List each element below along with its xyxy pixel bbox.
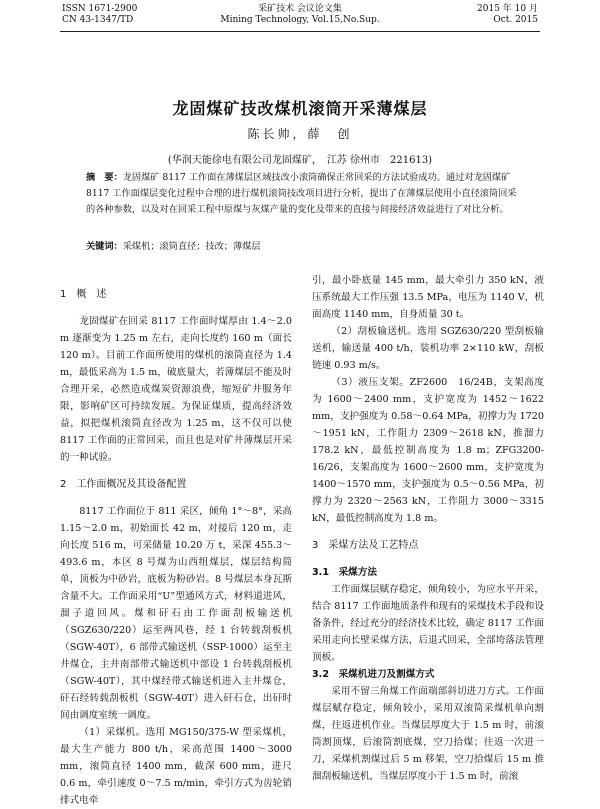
abstract [86, 170, 522, 218]
section-1-heading: 1 概 述 [60, 289, 107, 300]
paper-affiliation: (华润天能徐电有限公司龙固煤矿， 江苏 徐州市 221613) [167, 155, 433, 166]
header-right [477, 4, 538, 26]
journal-name-cn: 采矿技术 会议论文集 [258, 4, 342, 14]
date-cn: 2015 年 10 月 [477, 4, 538, 14]
section-3-heading: 3 采煤方法及工艺特点 [312, 540, 419, 551]
abstract-label: 摘 要： [86, 172, 123, 183]
left-column [60, 282, 292, 809]
paper-authors: 陈长帅，薛 创 [247, 127, 353, 141]
subsection-3-2-paragraph: 采用不留三角煤工作面端部斜切进刀方式。工作面煤层赋存稳定，倾角较小，采用双滚筒采煤机单向割煤，往返进机作业。当煤层厚度大于 1.5 m 时，前滚筒割顶煤，后滚筒割底煤，空刀拾煤；往返一次进一刀，采煤机割煤过后 5 m 移架，空刀拾煤后 15 m 推溜刮板输送机，当煤层厚度小于 1.5 m 时，前滚 [312, 686, 544, 782]
keywords-text: 采煤机；滚筒直径；技改；薄煤层 [122, 241, 261, 252]
keywords-label: 关键词： [86, 241, 123, 252]
journal-name-en: Mining Technology, Vol.15,No.Sup. [220, 15, 380, 25]
equipment-item-1: （1）采煤机。选用 MG150/375-W 型采煤机，最大生产能力 800 t/h，采高范围 1400～3000 mm，滚筒直径 1400 mm，截深 600 mm，进尺 0.6 m，牵引速度 0～7.5 m/min，牵引方式为齿轮销排式电牵 [60, 727, 292, 806]
keywords [86, 240, 522, 254]
cn-text: CN 43-1347/TD [62, 15, 134, 25]
subsection-3-1-heading: 3.1 采煤方法 [312, 567, 377, 578]
right-column [312, 272, 544, 785]
section-1-paragraph: 龙固煤矿在回采 8117 工作面时煤厚由 1.4～2.0 m 逐渐变为 1.25 m 左右，走向长度约 160 m（面长 120 m）。目前工作面所使用的煤机的滚筒直径为 1.4 m，最低采高为 1.5 m，破底量大，若薄煤层不能及时合理开采，必然造成煤炭资源浪费，缩短矿井服务年限，影响矿区可持续发展。为保证煤质，提高经济效益，拟把煤机滚筒直径改为 1.25 m，这不仅可以使 8117 工作面的正常回采，而且也是对矿井薄煤层开采的一种试验。 [60, 316, 292, 463]
equipment-item-3: （3）液压支架。ZF2600 16/24B，支架高度为 1600～2400 mm，支护宽度为 1452～1622 mm，支护强度为 0.58～0.64 MPa，初撑力为 1720～1951 kN，工作阻力 2309～2618 kN，推溜力 178.2 kN，最低控制高度为 1.8 m；ZFG3200-16/26，支架高度为 1600～2600 mm，支护宽度为 1400～1570 mm，支护强度为 0.5～0.56 MPa，初撑力为 2320～2563 kN，工作阻力 3000～3315 kN，最低控制高度为 1.8 m。 [312, 377, 544, 524]
issn-text: ISSN 1671-2900 [62, 4, 138, 14]
continued-paragraph: 引，最小卧底量 145 mm，最大牵引力 350 kN，液压系统最大工作压强 13.5 MPa，电压为 1140 V，机面高度 1140 mm，自身质量 30 t。 [312, 275, 544, 320]
date-en: Oct. 2015 [493, 15, 538, 25]
header-rule [60, 31, 540, 32]
equipment-item-2: （2）刮板输送机。选用 SGZ630/220 型刮板输送机，输送量 400 t/h，装机功率 2×110 kW，刮板链速 0.93 m/s。 [312, 326, 544, 371]
abstract-text: 龙固煤矿 8117 工作面在薄煤层区域技改小滚筒确保正常回采的方法试验成功。通过对龙固煤矿 8117 工作面煤层变化过程中合理的进行煤机滚筒技改项目进行分析，提出了在薄煤层使用小直径滚筒回采的各种参数，以及对在回采工程中原煤与灰煤产量的变化及带来的直接与间接经济效益进行了对比分析。 [86, 172, 517, 215]
section-2-paragraph: 8117 工作面位于 811 采区，倾角 1°～8°，采高 1.15～2.0 m，初始面长 42 m，对接后 120 m，走向长度 516 m，可采储量 10.20 万 t，采深 455.3～493.6 m，本区 8 号煤为山西组煤层，煤层结构简单，顶板为中砂岩，底板为粉砂岩。8 号煤层本身瓦斯含量不大。工作面采用“U”型通风方式，材料道进风，溜子道回风。煤和矸石由工作面刮板输送机（SGZ630/220）运至两风巷，经 1 台转载刮板机（SGW-40T），6 部带式输送机（SSP-1000）运至主井煤仓，主井南部带式输送机中部设 1 台转载刮板机（SGW-40T），其中煤经带式输送机进入主井煤仓，矸石经转载刮板机（SGW-40T）进入矸石仓，出矸时间由调度室统一调度。 [60, 506, 292, 721]
subsection-3-1-paragraph: 工作面煤层赋存稳定，倾角较小，为应水平开采，结合 8117 工作面地质条件和现有的采煤技术手段和设备条件，经过充分的经济技术比较，确定 8117 工作面采用走向长壁采煤方法，后退式回采，全部垮落法管理顶板。 [312, 584, 544, 663]
subsection-3-2-heading: 3.2 采煤机进刀及割煤方式 [312, 669, 435, 680]
paper-title: 龙固煤矿技改煤机滚筒开采薄煤层 [172, 99, 428, 118]
section-2-heading: 2 工作面概况及其设备配置 [60, 479, 187, 490]
